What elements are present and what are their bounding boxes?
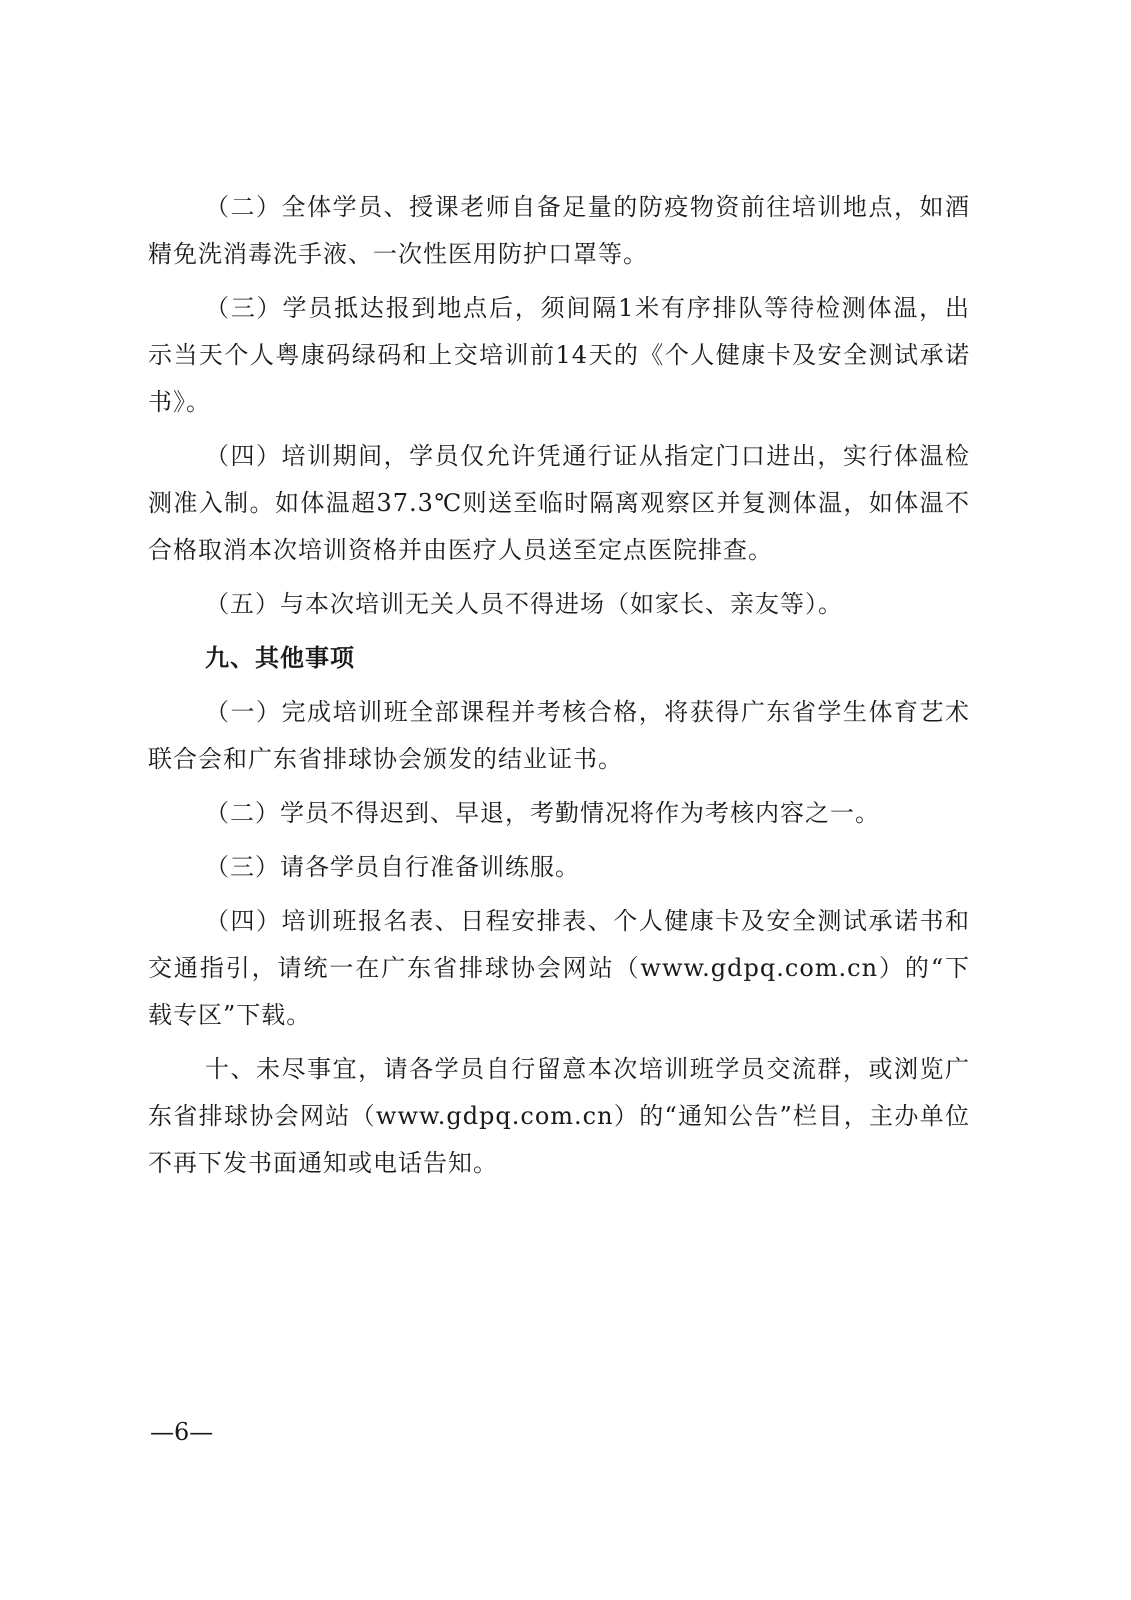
section-heading-other-matters: 九、其他事项 — [205, 644, 355, 672]
page-number: —6— — [150, 1418, 214, 1446]
document-body — [148, 184, 970, 1194]
paragraph-arrival-check: （三）学员抵达报到地点后，须间隔1米有序排队等待检测体温，出示当天个人粤康码绿码和上交培训前14天的《个人健康卡及安全测试承诺书》。 — [148, 294, 970, 416]
paragraph-no-unrelated-persons: （五）与本次培训无关人员不得进场（如家长、亲友等）。 — [205, 590, 843, 618]
paragraph-training-clothes: （三）请各学员自行准备训练服。 — [205, 853, 580, 881]
paragraph-protective-supplies: （二）全体学员、授课老师自备足量的防疫物资前往培训地点，如酒精免洗消毒洗手液、一次性医用防护口罩等。 — [148, 193, 970, 268]
paragraph-unfinished-matters: 十、未尽事宜，请各学员自行留意本次培训班学员交流群，或浏览广东省排球协会网站（www.gdpq.com.cn）的“通知公告”栏目，主办单位不再下发书面通知或电话告知。 — [148, 1055, 970, 1177]
paragraph-attendance: （二）学员不得迟到、早退，考勤情况将作为考核内容之一。 — [205, 799, 880, 827]
paragraph-temperature-check: （四）培训期间，学员仅允许凭通行证从指定门口进出，实行体温检测准入制。如体温超37.3℃则送至临时隔离观察区并复测体温，如体温不合格取消本次培训资格并由医疗人员送至定点医院排查。 — [148, 442, 970, 564]
paragraph-downloads: （四）培训班报名表、日程安排表、个人健康卡及安全测试承诺书和交通指引，请统一在广东省排球协会网站（www.gdpq.com.cn）的“下载专区”下载。 — [148, 907, 970, 1029]
paragraph-certificate: （一）完成培训班全部课程并考核合格，将获得广东省学生体育艺术联合会和广东省排球协会颁发的结业证书。 — [148, 698, 970, 773]
